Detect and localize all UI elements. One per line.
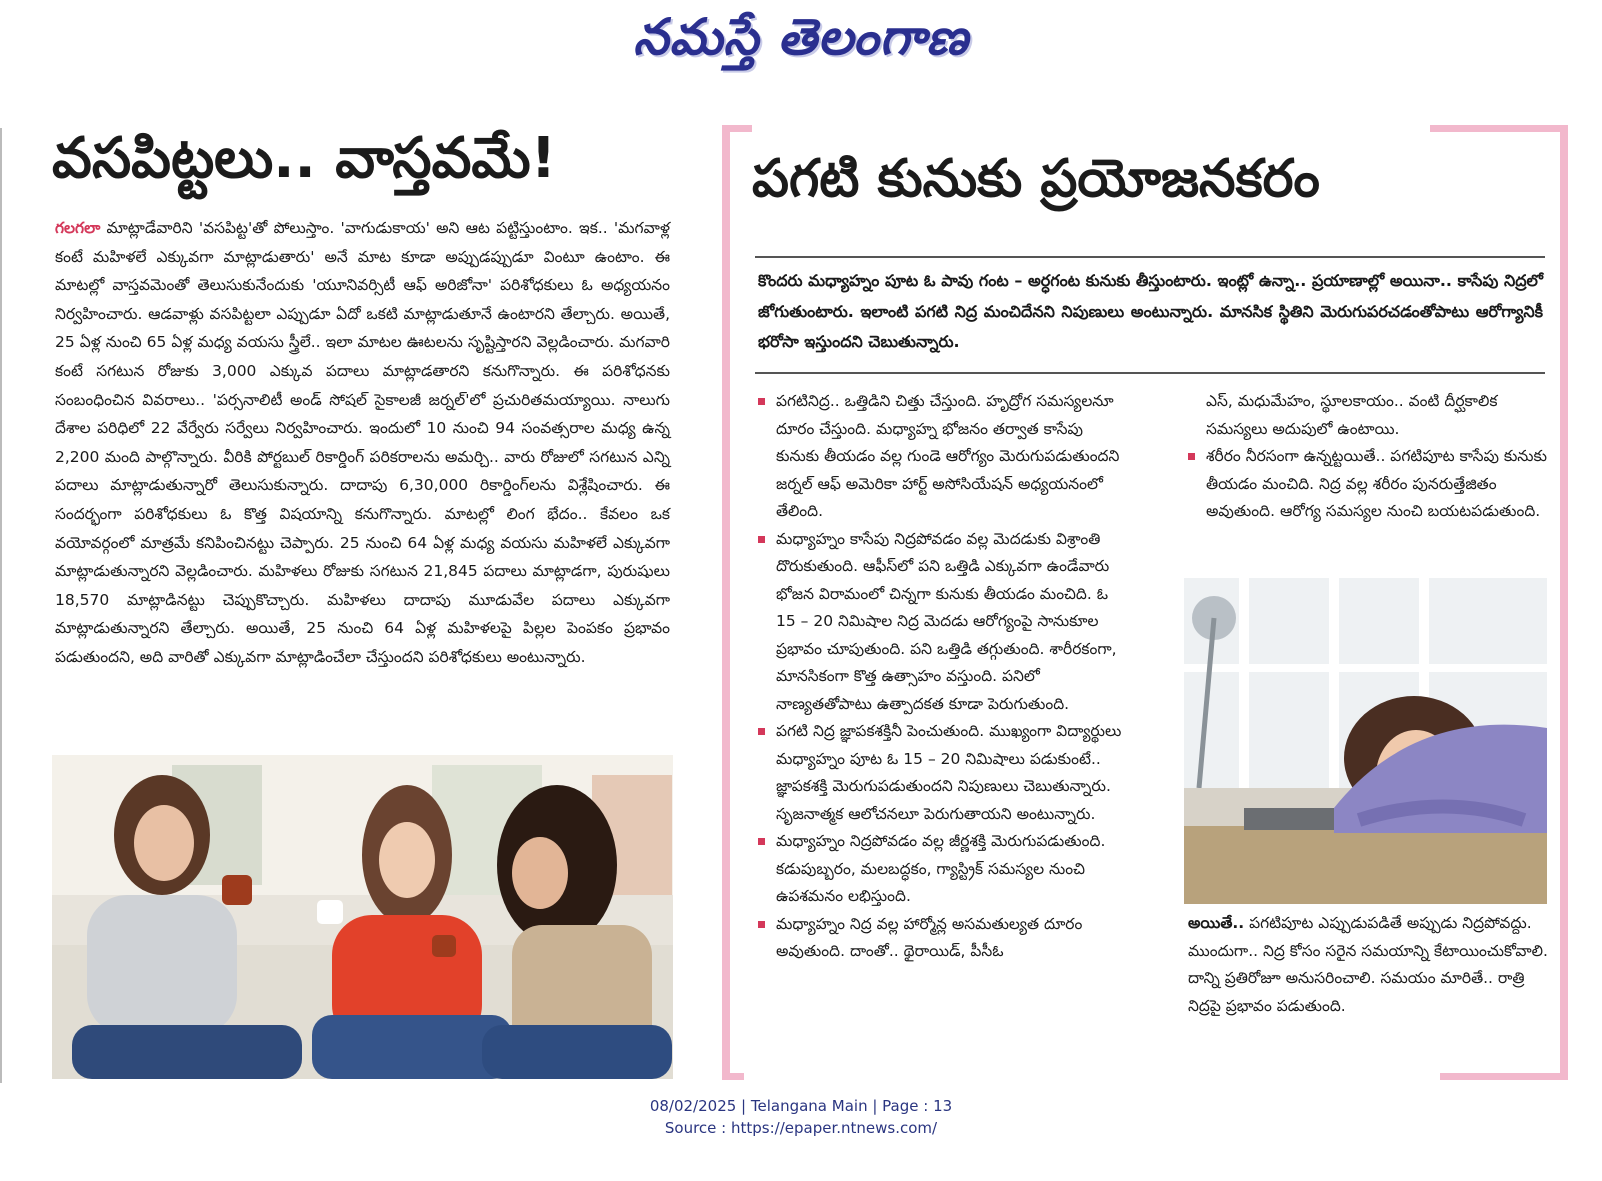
frame-bottom-left: [722, 1073, 744, 1080]
right-article-headline: పగటి కునుకు ప్రయోజనకరం: [752, 149, 1320, 209]
bullet-square-icon: [758, 398, 765, 405]
woman-napping-illustration: [1184, 558, 1547, 904]
right-article-closing: [1188, 910, 1548, 1020]
bullet-item: [758, 911, 1126, 966]
masthead-logo: నమస్తే తెలంగాణ: [633, 8, 969, 66]
bullet-item: [758, 828, 1126, 911]
bullet-text: పగటి నిద్ర జ్ఞాపకశక్తినీ పెంచుతుంది. ముఖ్యంగా విద్యార్థులు మధ్యాహ్నం పూట ఓ 15 – 20 నిమిషాలు పడుకుంటే.. జ్ఞాపకశక్తి మెరుగుపడుతుందని నిపుణులు చెబుతున్నారు. సృజనాత్మక ఆలోచనలూ పెరుగుతాయని అంటున్నారు.: [776, 722, 1122, 823]
column-continuation: ఎస్, మధుమేహం, స్థూలకాయం.. వంటి దీర్ఘకాలిక సమస్యలు అదుపులో ఉంటాయి.: [1206, 392, 1498, 438]
intro-top-rule: [755, 256, 1545, 258]
bullet-square-icon: [758, 536, 765, 543]
bullet-square-icon: [758, 921, 765, 928]
bullet-text: పగటినిద్ర.. ఒత్తిడిని చిత్తు చేస్తుంది. హృద్రోగ సమస్యలనూ దూరం చేస్తుంది. మధ్యాహ్న భోజనం తర్వాత కాసేపు కునుకు తీయడం వల్ల గుండె ఆరోగ్యం మెరుగుపడుతుందని జర్నల్ ఆఫ్ అమెరికా హార్ట్ అసోసియేషన్ అధ్యయనంలో తేలింది.: [776, 392, 1120, 520]
right-article-column-2: [1188, 388, 1548, 526]
closing-lead: అయితే..: [1188, 914, 1245, 932]
frame-top-left: [722, 125, 752, 132]
woman-napping-photo: [1184, 558, 1547, 904]
intro-bottom-rule: [755, 372, 1545, 374]
frame-left-bar: [722, 125, 730, 1080]
closing-text: పగటిపూట ఎప్పుడుపడితే అప్పుడు నిద్రపోవద్దు. ముందుగా.. నిద్ర కోసం సరైన సమయాన్ని కేటాయించుకోవాలి. దాన్ని ప్రతిరోజూ అనుసరించాలి. సమయం మారితే.. రాత్రి నిద్రపై ప్రభావం పడుతుంది.: [1188, 914, 1548, 1015]
bullet-item: [758, 526, 1126, 719]
left-article-body: [55, 214, 670, 672]
bullet-item: [758, 718, 1126, 828]
left-article-text: మాట్లాడేవారిని 'వసపిట్ట'తో పోలుస్తాం. 'వాగుడుకాయ' అని ఆట పట్టిస్తుంటాం. ఇక.. 'మగవాళ్ల కంటే మహిళలే ఎక్కువగా మాట్లాడుతారు' అనే మాట కూడా అప్పుడప్పుడూ వింటూ ఉంటాం. ఈ మాటల్లో వాస్తవమెంతో తెలుసుకునేందుకు 'యూనివర్సిటీ ఆఫ్ అరిజోనా' పరిశోధకులు ఓ అధ్యయనం నిర్వహించారు. ఆడవాళ్లు వసపిట్టలా ఎప్పుడూ ఏదో ఒకటి మాట్లాడుతూనే ఉంటారని తేల్చారు. అయితే, 25 ఏళ్ల నుంచి 65 ఏళ్ల మధ్య వయసు స్త్రీలే.. ఇలా మాటల ఊటలను సృష్టిస్తారని వెల్లడించారు. మగవారి కంటే సగటున రోజుకు 3,000 ఎక్కువ పదాలు మాట్లాడతారని కనుగొన్నారు. ఈ పరిశోధనకు సంబంధించిన వివరాలు.. 'పర్సనాలిటీ అండ్ సోషల్ సైకాలజీ జర్నల్'లో ప్రచురితమయ్యాయి. నాలుగు దేశాల పరిధిలో 22 వేర్వేరు సర్వేలు నిర్వహించారు. ఇందులో 10 నుంచి 94 సంవత్సరాల మధ్య ఉన్న 2,200 మంది పాల్గొన్నారు. వీరికి పోర్టబుల్ రికార్డింగ్ పరికరాలను అమర్చి.. వారు రోజులో సగటున ఎన్ని పదాలు మాట్లాడుతున్నారో తెలుసుకున్నారు. దాదాపు 6,30,000 రికార్డింగ్‌లను విశ్లేషించారు. ఈ సందర్భంగా పరిశోధకులు ఓ కొత్త విషయాన్ని కనుగొన్నారు. మాటల్లో లింగ భేదం.. కేవలం ఒక వయోవర్గంలో మాత్రమే కనిపించినట్టు చెప్పారు. 25 నుంచి 64 ఏళ్ల మధ్య వయసు మహిళలే ఎక్కువగా మాట్లాడుతున్నారని వెల్లడించారు. మహిళలు రోజుకు సగటున 21,845 పదాలు మాట్లాడగా, పురుషులు 18,570 మాట్లాడినట్టు చెప్పుకొచ్చారు. మహిళలు దాదాపు మూడువేల పదాలు ఎక్కువగా మాట్లాడుతున్నారని తేల్చారు. అయితే, 25 నుంచి 64 ఏళ్ల మహిళలపై పిల్లల పెంపకం ప్రభావం పడుతుందని, అది వారితో ఎక్కువగా మాట్లాడించేలా చేస్తుందని పరిశోధకులు అంటున్నారు.: [55, 219, 670, 666]
frame-top-right: [1430, 125, 1568, 132]
bullet-text: మధ్యాహ్నం కాసేపు నిద్రపోవడం వల్ల మెదడుకు విశ్రాంతి దొరుకుతుంది. ఆఫీస్‌లో పని ఒత్తిడి ఎక్కువగా ఉండేవారు భోజన విరామంలో చిన్నగా కునుకు తీయడం మంచిది. ఓ 15 – 20 నిమిషాల నిద్ర మెదడు ఆరోగ్యంపై సానుకూల ప్రభావం చూపుతుంది. పని ఒత్తిడి తగ్గుతుంది. శారీరకంగా, మానసికంగా కొత్త ఉత్సాహం వస్తుంది. పనిలో నాణ్యతతోపాటు ఉత్పాదకత కూడా పెరుగుతుంది.: [776, 529, 1117, 713]
bullet-item: [1188, 443, 1548, 526]
bullet-text: మధ్యాహ్నం నిద్ర వల్ల హార్మోన్ల అసమతుల్యత దూరం అవుతుంది. దాంతో.. థైరాయిడ్, పీసీఓ: [776, 914, 1083, 960]
women-talking-photo: [52, 755, 673, 1079]
right-article-column-1: [758, 388, 1126, 966]
bullet-square-icon: [758, 728, 765, 735]
bullet-text: శరీరం నీరసంగా ఉన్నట్టయితే.. పగటిపూట కాసేపు కునుకు తీయడం మంచిది. నిద్ర వల్ల శరీరం పునరుత్తేజితం అవుతుంది. ఆరోగ్య సమస్యల నుంచి బయటపడుతుంది.: [1206, 447, 1548, 520]
bullet-text: మధ్యాహ్నం నిద్రపోవడం వల్ల జీర్ణశక్తి మెరుగుపడుతుంది. కడుపుబ్బరం, మలబద్ధకం, గ్యాస్ట్రిక్ సమస్యల నుంచి ఉపశమనం లభిస్తుంది.: [776, 832, 1106, 905]
bullet-square-icon: [1188, 453, 1195, 460]
women-talking-illustration: [52, 755, 673, 1079]
page-edge-line: [0, 128, 2, 1083]
footer-source: Source : https://epaper.ntnews.com/: [664, 1119, 938, 1137]
frame-bottom-right: [1440, 1073, 1568, 1080]
bullet-square-icon: [758, 838, 765, 845]
frame-right-bar: [1560, 125, 1568, 1080]
left-article-kicker: గలగలా: [55, 219, 101, 237]
bullet-item: [758, 388, 1126, 526]
footer-date-edition: 08/02/2025 | Telangana Main | Page : 13: [649, 1097, 953, 1115]
left-article-headline: వసపిట్టలు.. వాస్తవమే!: [52, 126, 557, 191]
right-article-intro: కొందరు మధ్యాహ్నం పూట ఓ పావు గంట – అర్ధగంట కునుకు తీస్తుంటారు. ఇంట్లో ఉన్నా.. ప్రయాణాల్లో అయినా.. కాసేపు నిద్రలో జోగుతుంటారు. ఇలాంటి పగటి నిద్ర మంచిదేనని నిపుణులు అంటున్నారు. మానసిక స్థితిని మెరుగుపరచడంతోపాటు ఆరోగ్యానికీ భరోసా ఇస్తుందని చెబుతున్నారు.: [758, 271, 1543, 351]
